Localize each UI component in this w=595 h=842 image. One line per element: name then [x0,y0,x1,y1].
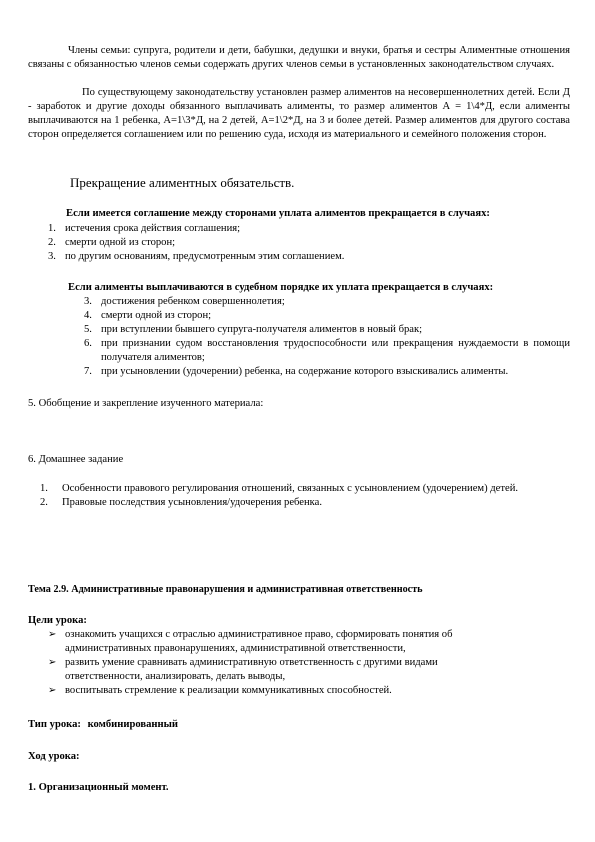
list-item-text: при усыновлении (удочерении) ребенка, на содержание которого взыскивались алименты. [101,366,509,378]
list-item-number: 2. [48,237,56,249]
court-heading: Если алименты выплачиваются в судебном порядке их уплата прекращается в случаях: [68,282,494,293]
list-item-number: 4. [84,310,92,322]
section-title: Прекращение алиментных обязательств. [70,175,295,190]
list-item [84,309,570,323]
list-item-text: при признании судом восстановления трудоспособности или прекращения нуждаемости в помощи получателя алиментов; [101,338,570,364]
intro-paragraph-alimony-size: По существующему законодательству установлен размер алиментов на несовершеннолетних детей. Если Д - заработок и другие доходы обязанного выплачивать алименты, то размер алиментов А = 1\4*Д, если алименты выплачиваются на 1 ребенка, А=1\3*Д, на 2 детей, А=1\2*Д, на 3 и более детей. Размер алиментов для другого состава сторон определяется соглашением или по решению суда, исходя из материального и семейного положения сторон. [28,87,570,141]
list-item-text: Особенности правового регулирования отношений, связанных с усыновлением (удочерением) детей. [62,483,519,494]
list-item [48,684,518,698]
list-item-text: при вступлении бывшего супруга-получателя алиментов в новый брак; [101,324,423,336]
homework-list [40,482,570,510]
step-6-heading: 6. Домашнее задание [28,454,124,465]
list-item [48,236,548,250]
arrow-bullet-icon: ➢ [48,629,57,640]
agreement-heading: Если имеется соглашение между сторонами уплата алиментов прекращается в случаях: [66,208,490,219]
arrow-bullet-icon: ➢ [48,685,57,697]
goals-list [48,628,518,698]
step-5-heading: 5. Обобщение и закрепление изученного материала: [28,398,264,409]
lesson-course-title: Ход урока: [28,751,80,762]
list-item [40,496,570,510]
list-item-text: по другим основаниям, предусмотренным этим соглашением. [65,251,345,263]
intro-paragraph-family: Члены семьи: супруга, родители и дети, бабушки, дедушки и внуки, братья и сестры Алиментные отношения связаны с обязанностью членов семьи содержать других членов семьи в установленных законодательством случаях. [28,45,570,71]
list-item-number: 7. [84,366,92,378]
list-item-text: истечения срока действия соглашения; [65,223,241,234]
arrow-bullet-icon: ➢ [48,657,57,669]
lesson-type [28,718,570,732]
topic-title: Тема 2.9. Административные правонарушения и административная ответственность [28,584,423,595]
list-item [84,323,570,337]
list-item [48,222,548,236]
list-item-number: 1. [48,223,56,234]
lesson-type-value: комбинированный [87,719,178,730]
list-item-text: ознакомить учащихся с отраслью административное право, сформировать понятия об административных правонарушениях, административной ответственности, [65,629,453,655]
list-item-number: 5. [84,324,92,336]
court-list [84,295,570,379]
list-item-number: 6. [84,338,92,350]
list-item-text: развить умение сравнивать административную ответственность с другими видами ответственности, анализировать, делать выводы, [65,657,438,683]
list-item [48,656,518,684]
list-item-text: достижения ребенком совершеннолетия; [101,296,285,307]
list-item-number: 3. [48,251,56,263]
list-item [48,628,518,656]
list-item-text: воспитывать стремление к реализации коммуникативных способностей. [65,685,392,697]
agreement-list [48,222,548,264]
list-item-text: Правовые последствия усыновления/удочерения ребенка. [62,497,323,509]
list-item [48,250,548,264]
list-item [84,365,570,379]
list-item-number: 3. [84,296,92,307]
step-1-heading: 1. Организационный момент. [28,782,169,793]
lesson-type-label: Тип урока: [28,719,81,730]
list-item-text: смерти одной из сторон; [65,237,176,249]
list-item [40,482,570,496]
goals-title: Цели урока: [28,615,87,626]
list-item-number: 2. [40,497,48,509]
list-item [84,337,570,365]
list-item-text: смерти одной из сторон; [101,310,212,322]
list-item-number: 1. [40,483,48,494]
list-item [84,295,570,309]
